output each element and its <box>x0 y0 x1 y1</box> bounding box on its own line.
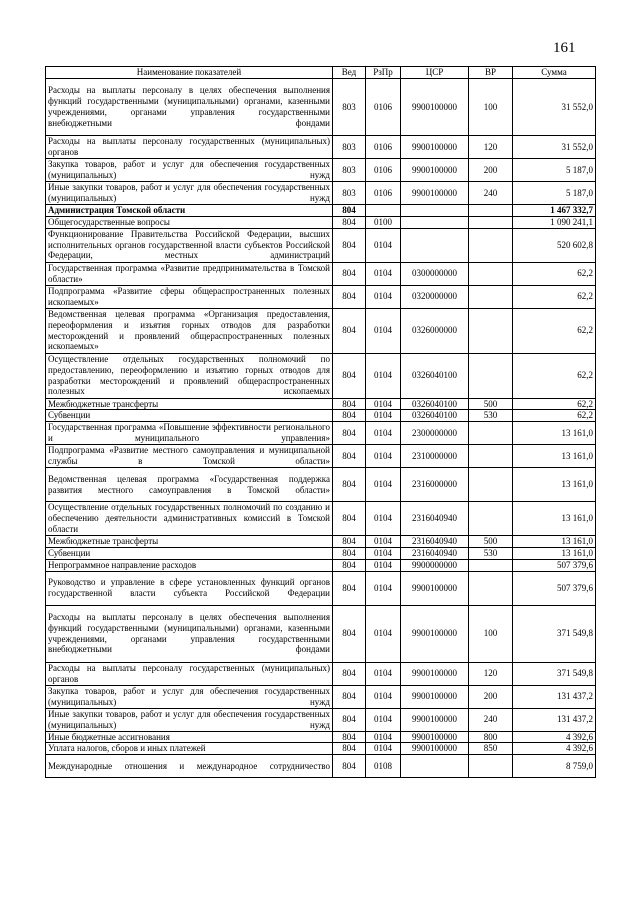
table-row <box>46 410 596 422</box>
cell-name: Субвенции <box>46 547 333 559</box>
table-row <box>46 536 596 548</box>
cell-csr: 0326040100 <box>401 353 469 398</box>
cell-sum: 62,2 <box>513 353 596 398</box>
table-row <box>46 685 596 708</box>
table-row <box>46 571 596 605</box>
cell-name: Международные отношения и международное сотрудничество <box>46 755 333 778</box>
cell-csr: 0326040100 <box>401 410 469 422</box>
table-row <box>46 216 596 228</box>
cell-sum: 62,2 <box>513 308 596 353</box>
cell-ved: 804 <box>333 422 366 445</box>
cell-csr: 9900100000 <box>401 79 469 136</box>
cell-csr <box>401 205 469 217</box>
cell-csr: 9900100000 <box>401 136 469 159</box>
cell-sum: 13 161,0 <box>513 536 596 548</box>
cell-ved: 804 <box>333 308 366 353</box>
cell-ved: 804 <box>333 216 366 228</box>
cell-rzpr: 0104 <box>366 547 401 559</box>
cell-rzpr: 0108 <box>366 755 401 778</box>
cell-sum: 1 467 332,7 <box>513 205 596 217</box>
cell-name: Межбюджетные трансферты <box>46 398 333 410</box>
cell-vr: 200 <box>469 685 513 708</box>
table-row <box>46 731 596 743</box>
cell-rzpr <box>366 205 401 217</box>
cell-csr <box>401 216 469 228</box>
cell-sum: 131 437,2 <box>513 708 596 731</box>
cell-ved: 804 <box>333 571 366 605</box>
cell-sum: 62,2 <box>513 410 596 422</box>
cell-sum: 31 552,0 <box>513 79 596 136</box>
table-row <box>46 136 596 159</box>
cell-sum: 13 161,0 <box>513 468 596 502</box>
table-row <box>46 285 596 308</box>
cell-name: Осуществление отдельных государственных полномочий по созданию и обеспечению деятельности административных комиссий в Томской области <box>46 502 333 536</box>
cell-name: Расходы на выплаты персоналу в целях обеспечения выполнения функций государственными (муниципальными) органами, казенными учреждениями, органами управления государственными внебюджетными фондами <box>46 79 333 136</box>
cell-name: Иные бюджетные ассигнования <box>46 731 333 743</box>
cell-name: Руководство и управление в сфере установленных функций органов государственной власти субъекта Российской Федерации <box>46 571 333 605</box>
cell-sum: 371 549,8 <box>513 662 596 685</box>
cell-sum: 520 602,8 <box>513 228 596 262</box>
table-row <box>46 182 596 205</box>
table-row <box>46 79 596 136</box>
cell-vr: 500 <box>469 398 513 410</box>
table-row <box>46 708 596 731</box>
cell-vr: 240 <box>469 182 513 205</box>
cell-csr: 2310000000 <box>401 445 469 468</box>
cell-sum: 13 161,0 <box>513 445 596 468</box>
column-header-vr: ВР <box>469 67 513 79</box>
cell-ved: 804 <box>333 731 366 743</box>
cell-csr: 2316000000 <box>401 468 469 502</box>
cell-sum: 131 437,2 <box>513 685 596 708</box>
cell-rzpr: 0104 <box>366 468 401 502</box>
cell-ved: 803 <box>333 136 366 159</box>
cell-ved: 804 <box>333 398 366 410</box>
cell-vr <box>469 468 513 502</box>
cell-csr: 9900100000 <box>401 571 469 605</box>
cell-csr: 9900100000 <box>401 182 469 205</box>
table-row <box>46 468 596 502</box>
cell-name: Иные закупки товаров, работ и услуг для обеспечения государственных (муниципальных) нужд <box>46 708 333 731</box>
column-header-name: Наименование показателей <box>46 67 333 79</box>
column-header-ved: Вед <box>333 67 366 79</box>
cell-rzpr: 0100 <box>366 216 401 228</box>
table-row <box>46 398 596 410</box>
cell-sum: 62,2 <box>513 285 596 308</box>
cell-vr <box>469 205 513 217</box>
cell-rzpr: 0106 <box>366 79 401 136</box>
page-number: 161 <box>553 40 576 56</box>
cell-name: Подпрограмма «Развитие сферы общераспространенных полезных ископаемых» <box>46 285 333 308</box>
cell-name: Администрация Томской области <box>46 205 333 217</box>
table-row <box>46 262 596 285</box>
cell-name: Функционирование Правительства Российской Федерации, высших исполнительных органов государственной власти субъектов Российской Федерации, местных администраций <box>46 228 333 262</box>
cell-vr: 200 <box>469 159 513 182</box>
cell-vr: 530 <box>469 547 513 559</box>
cell-name: Закупка товаров, работ и услуг для обеспечения государственных (муниципальных) нужд <box>46 685 333 708</box>
cell-ved: 804 <box>333 755 366 778</box>
cell-name: Государственная программа «Развитие предпринимательства в Томской области» <box>46 262 333 285</box>
cell-csr <box>401 228 469 262</box>
cell-rzpr: 0104 <box>366 731 401 743</box>
cell-vr: 500 <box>469 536 513 548</box>
cell-ved: 804 <box>333 547 366 559</box>
cell-ved: 804 <box>333 205 366 217</box>
cell-csr: 9900000000 <box>401 559 469 571</box>
cell-csr: 0300000000 <box>401 262 469 285</box>
cell-name: Субвенции <box>46 410 333 422</box>
table-row <box>46 228 596 262</box>
cell-vr <box>469 308 513 353</box>
cell-vr <box>469 559 513 571</box>
cell-sum: 507 379,6 <box>513 571 596 605</box>
cell-name: Непрограммное направление расходов <box>46 559 333 571</box>
cell-name: Ведомственная целевая программа «Организация предоставления, переоформления и изъятия горных отводов для разработки месторождений и проявлений общераспространенных полезных ископаемых» <box>46 308 333 353</box>
cell-vr: 120 <box>469 136 513 159</box>
cell-ved: 804 <box>333 445 366 468</box>
cell-vr: 240 <box>469 708 513 731</box>
cell-ved: 804 <box>333 228 366 262</box>
table-row <box>46 422 596 445</box>
cell-vr: 120 <box>469 662 513 685</box>
cell-vr: 100 <box>469 605 513 662</box>
cell-name: Осуществление отдельных государственных полномочий по предоставлению, переоформлению и изъятию горных отводов для разработки месторождений и проявлений общераспространенных полезных ископаемых <box>46 353 333 398</box>
cell-sum: 371 549,8 <box>513 605 596 662</box>
cell-sum: 13 161,0 <box>513 547 596 559</box>
cell-csr: 9900100000 <box>401 743 469 755</box>
cell-rzpr: 0104 <box>366 708 401 731</box>
cell-csr: 2300000000 <box>401 422 469 445</box>
cell-csr: 9900100000 <box>401 662 469 685</box>
cell-ved: 804 <box>333 605 366 662</box>
cell-vr <box>469 445 513 468</box>
cell-sum: 5 187,0 <box>513 159 596 182</box>
cell-ved: 804 <box>333 559 366 571</box>
cell-vr: 800 <box>469 731 513 743</box>
cell-rzpr: 0104 <box>366 398 401 410</box>
table-row <box>46 547 596 559</box>
cell-vr: 100 <box>469 79 513 136</box>
cell-ved: 804 <box>333 353 366 398</box>
cell-ved: 804 <box>333 262 366 285</box>
cell-sum: 62,2 <box>513 398 596 410</box>
table-row <box>46 308 596 353</box>
cell-name: Закупка товаров, работ и услуг для обеспечения государственных (муниципальных) нужд <box>46 159 333 182</box>
cell-ved: 803 <box>333 79 366 136</box>
cell-rzpr: 0104 <box>366 285 401 308</box>
cell-vr <box>469 755 513 778</box>
cell-ved: 803 <box>333 159 366 182</box>
cell-sum: 62,2 <box>513 262 596 285</box>
table-row <box>46 743 596 755</box>
cell-sum: 507 379,6 <box>513 559 596 571</box>
cell-sum: 8 759,0 <box>513 755 596 778</box>
cell-name: Ведомственная целевая программа «Государственная поддержка развития местного самоуправления в Томской области» <box>46 468 333 502</box>
table-header-row <box>46 67 596 79</box>
cell-csr: 2316040940 <box>401 502 469 536</box>
cell-rzpr: 0104 <box>366 308 401 353</box>
cell-sum: 13 161,0 <box>513 502 596 536</box>
budget-table <box>45 66 596 778</box>
cell-rzpr: 0104 <box>366 685 401 708</box>
cell-csr: 0326040100 <box>401 398 469 410</box>
cell-rzpr: 0104 <box>366 559 401 571</box>
table-row <box>46 605 596 662</box>
cell-ved: 804 <box>333 468 366 502</box>
table-row <box>46 662 596 685</box>
cell-rzpr: 0104 <box>366 422 401 445</box>
cell-ved: 804 <box>333 743 366 755</box>
cell-sum: 4 392,6 <box>513 731 596 743</box>
column-header-sum: Сумма <box>513 67 596 79</box>
table-row <box>46 159 596 182</box>
cell-name: Расходы на выплаты персоналу государственных (муниципальных) органов <box>46 662 333 685</box>
cell-rzpr: 0104 <box>366 502 401 536</box>
cell-csr: 9900100000 <box>401 731 469 743</box>
cell-rzpr: 0104 <box>366 536 401 548</box>
cell-name: Подпрограмма «Развитие местного самоуправления и муниципальной службы в Томской области» <box>46 445 333 468</box>
cell-name: Уплата налогов, сборов и иных платежей <box>46 743 333 755</box>
cell-sum: 1 090 241,1 <box>513 216 596 228</box>
cell-rzpr: 0104 <box>366 571 401 605</box>
table-row <box>46 205 596 217</box>
cell-csr: 0320000000 <box>401 285 469 308</box>
cell-ved: 803 <box>333 182 366 205</box>
cell-rzpr: 0104 <box>366 743 401 755</box>
table-row <box>46 559 596 571</box>
cell-sum: 4 392,6 <box>513 743 596 755</box>
cell-vr <box>469 422 513 445</box>
cell-sum: 31 552,0 <box>513 136 596 159</box>
cell-name: Расходы на выплаты персоналу государственных (муниципальных) органов <box>46 136 333 159</box>
cell-csr: 0326000000 <box>401 308 469 353</box>
cell-rzpr: 0106 <box>366 159 401 182</box>
cell-rzpr: 0104 <box>366 662 401 685</box>
table-row <box>46 755 596 778</box>
cell-rzpr: 0104 <box>366 228 401 262</box>
cell-ved: 804 <box>333 536 366 548</box>
cell-vr: 530 <box>469 410 513 422</box>
cell-rzpr: 0104 <box>366 262 401 285</box>
cell-rzpr: 0104 <box>366 410 401 422</box>
column-header-rzpr: РзПр <box>366 67 401 79</box>
cell-name: Иные закупки товаров, работ и услуг для обеспечения государственных (муниципальных) нужд <box>46 182 333 205</box>
cell-ved: 804 <box>333 502 366 536</box>
cell-csr: 9900100000 <box>401 685 469 708</box>
cell-name: Государственная программа «Повышение эффективности регионального и муниципального управления» <box>46 422 333 445</box>
cell-rzpr: 0106 <box>366 136 401 159</box>
cell-vr <box>469 262 513 285</box>
cell-csr: 9900100000 <box>401 708 469 731</box>
cell-csr: 9900100000 <box>401 605 469 662</box>
cell-vr <box>469 571 513 605</box>
table-row <box>46 502 596 536</box>
cell-sum: 13 161,0 <box>513 422 596 445</box>
cell-vr <box>469 502 513 536</box>
cell-vr: 850 <box>469 743 513 755</box>
cell-sum: 5 187,0 <box>513 182 596 205</box>
cell-csr <box>401 755 469 778</box>
cell-rzpr: 0106 <box>366 182 401 205</box>
table-row <box>46 353 596 398</box>
cell-ved: 804 <box>333 708 366 731</box>
cell-vr <box>469 285 513 308</box>
cell-ved: 804 <box>333 685 366 708</box>
cell-rzpr: 0104 <box>366 445 401 468</box>
cell-csr: 9900100000 <box>401 159 469 182</box>
column-header-csr: ЦСР <box>401 67 469 79</box>
cell-vr <box>469 216 513 228</box>
cell-csr: 2316040940 <box>401 547 469 559</box>
cell-vr <box>469 228 513 262</box>
cell-vr <box>469 353 513 398</box>
cell-name: Расходы на выплаты персоналу в целях обеспечения выполнения функций государственными (муниципальными) органами, казенными учреждениями, органами управления государственными внебюджетными фондами <box>46 605 333 662</box>
cell-rzpr: 0104 <box>366 353 401 398</box>
cell-ved: 804 <box>333 285 366 308</box>
table-row <box>46 445 596 468</box>
cell-ved: 804 <box>333 410 366 422</box>
cell-ved: 804 <box>333 662 366 685</box>
cell-name: Общегосударственные вопросы <box>46 216 333 228</box>
cell-rzpr: 0104 <box>366 605 401 662</box>
cell-name: Межбюджетные трансферты <box>46 536 333 548</box>
cell-csr: 2316040940 <box>401 536 469 548</box>
